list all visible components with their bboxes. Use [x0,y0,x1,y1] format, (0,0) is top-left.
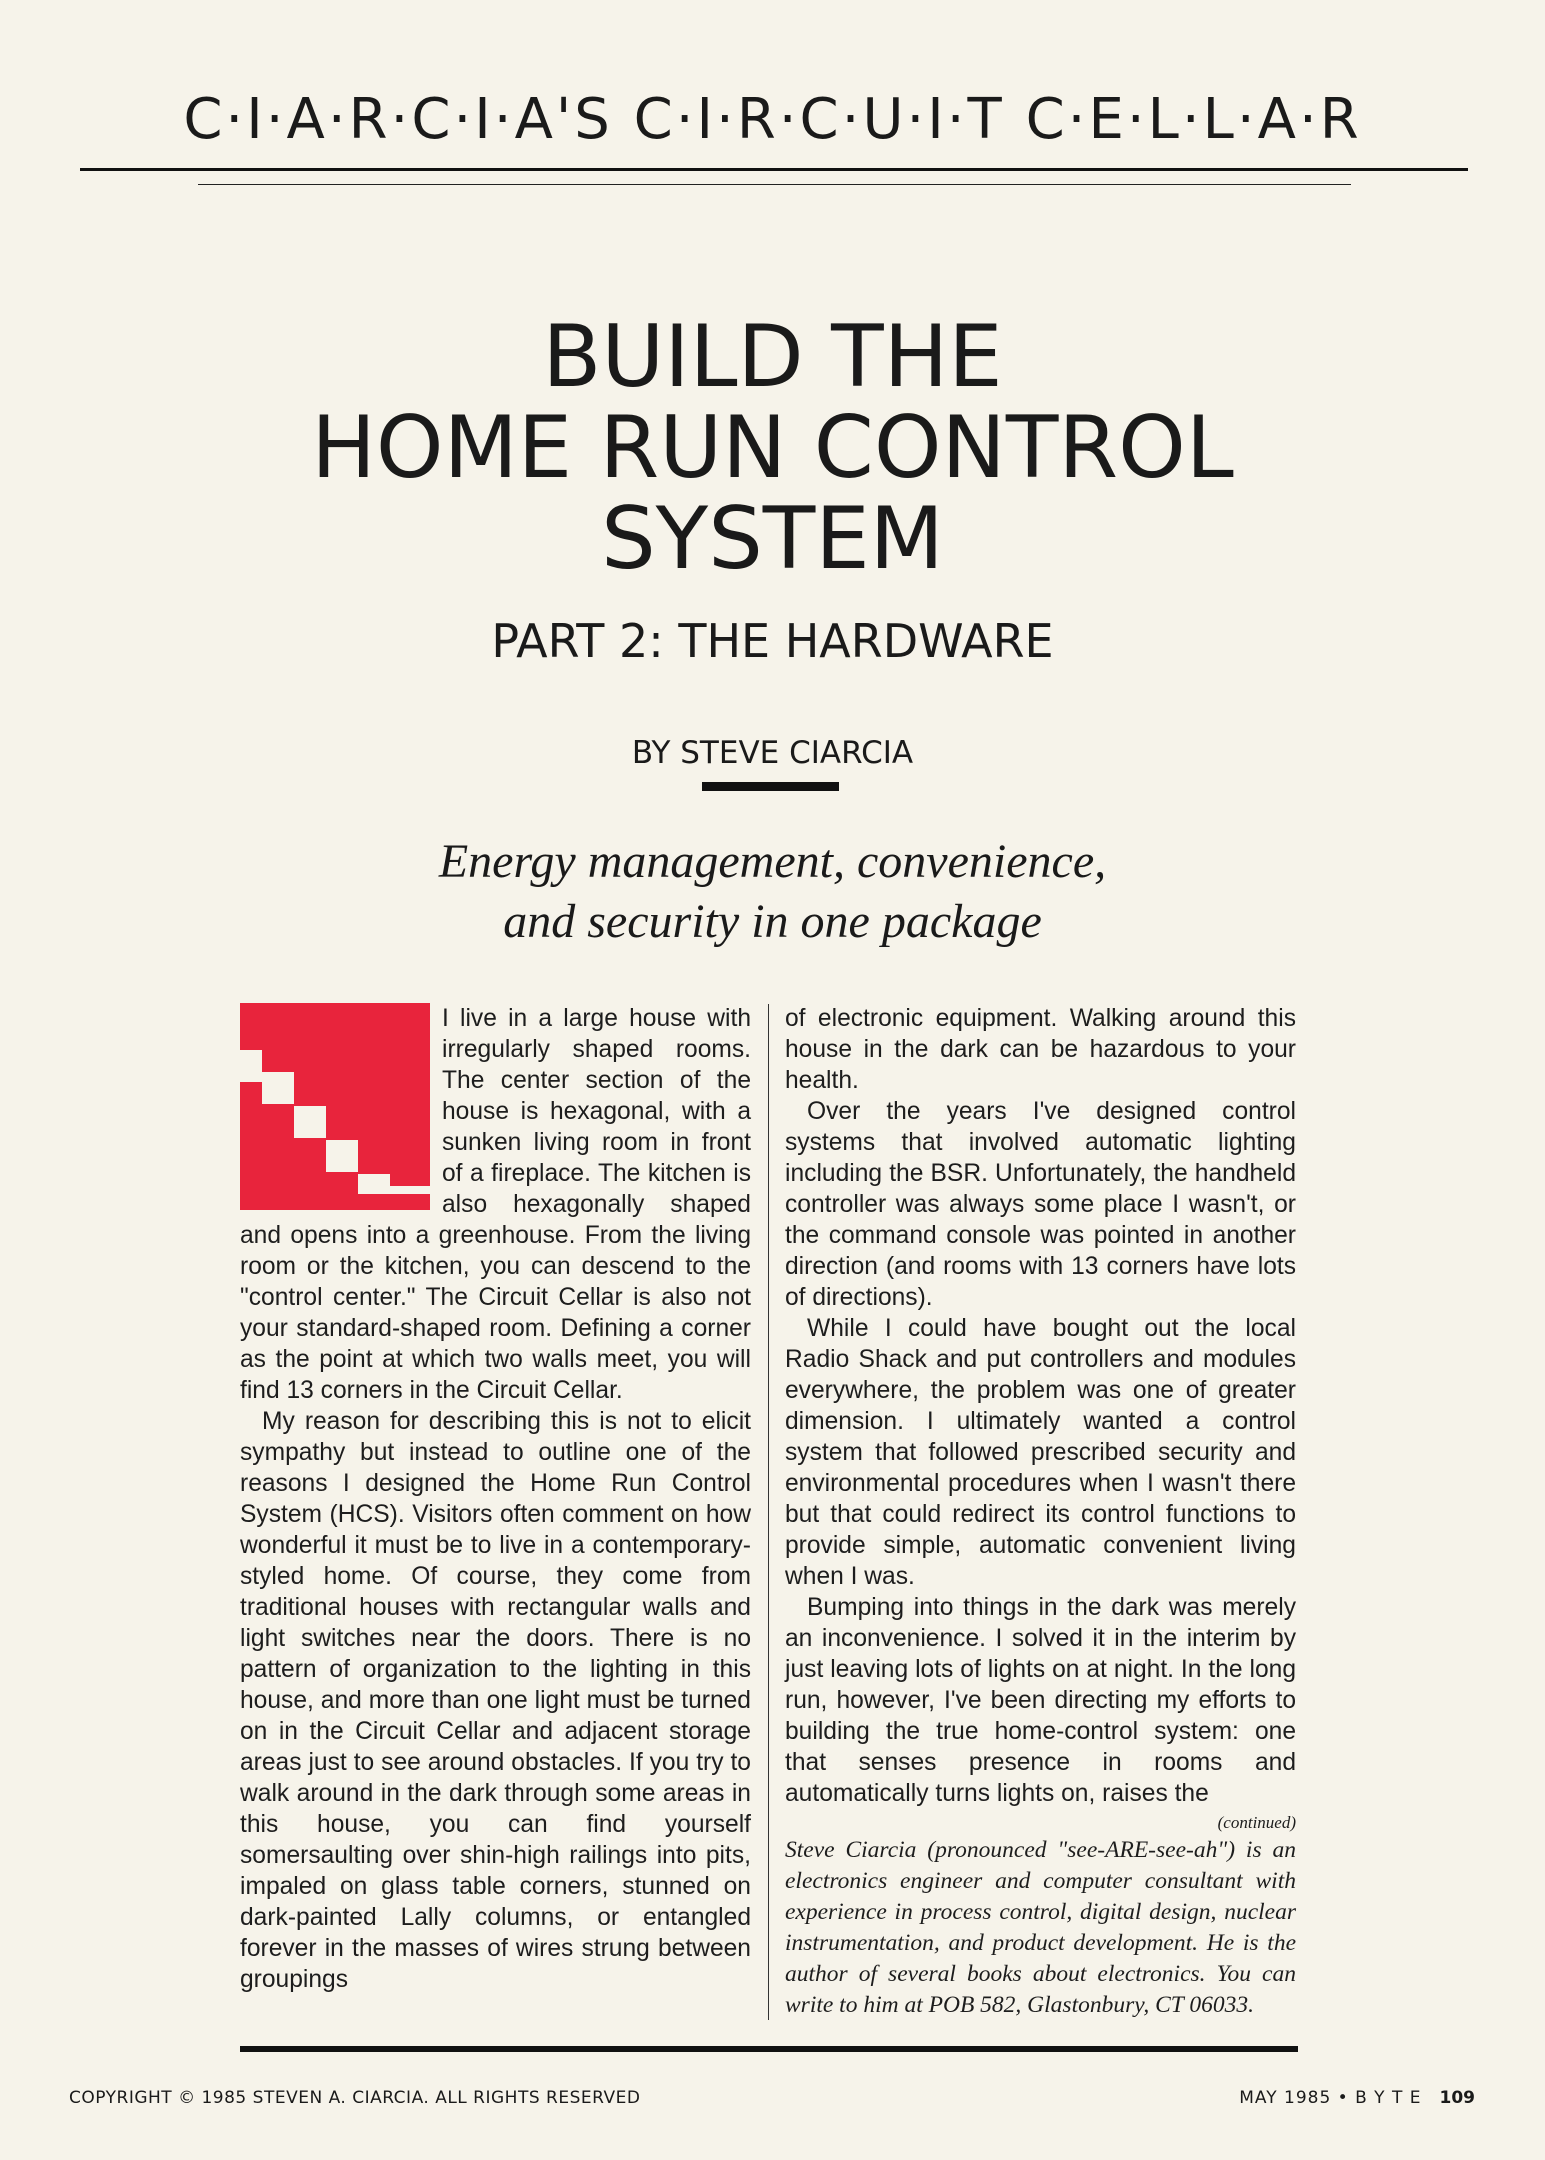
page-number: 109 [1439,2088,1475,2108]
column-divider [768,1004,769,2020]
paragraph: of electronic equipment. Walking around this house in the dark can be hazardous to your health. [785,1005,1296,1094]
title-line: HOME RUN CONTROL [311,398,1234,498]
paragraph: My reason for describing this is not to elicit sympathy but instead to outline one of the reasons I designed the Home Run Control System (HCS). Visitors often comment on how wonderful it must be to live in a contemporary-styled home. Of course, they come from traditional houses with rectangular walls and light switches near the doors. There is no pattern of organization to the lighting in this house, and more than one light must be turned on in the Circuit Cellar and adjacent storage areas just to see around obstacles. If you try to walk around in the dark through some areas in this house, you can find yourself somersaulting over shin-high railings into pits, impaled on glass table corners, stunned on dark-painted Lally columns, or entangled forever in the masses of wires strung between groupings [240,1408,751,1993]
body-column-right [785,1003,1296,2021]
deck-line: Energy management, convenience, [438,835,1107,888]
column-header: C·I·A·R·C·I·A'S C·I·R·C·U·I·T C·E·L·L·A·R [183,87,1362,152]
header-rule-thin [198,184,1351,185]
paragraph: Over the years I've designed control systems that involved automatic lighting including the BSR. Unfortunately, the handheld controller was always some place I wasn't, or the command console was pointed in another direction (and rooms with 13 corners have lots of directions). [785,1098,1296,1311]
paragraph: Bumping into things in the dark was merely an inconvenience. I solved it in the interim by just leaving lots of lights on at night. In the long run, however, I've been directing my efforts to building the true home-control system: one that senses presence in rooms and automatically turns lights on, raises the [785,1594,1296,1807]
deck-line: and security in one package [503,895,1042,948]
header-rule-thick [80,168,1468,171]
bottom-rule [240,2046,1298,2052]
staircase-dropcap-icon [240,1003,430,1216]
article-deck [0,832,1545,952]
author-bio: Steve Ciarcia (pronounced "see-ARE-see-ah") is an electronics engineer and computer consultant with experience in process control, digital design, nuclear instrumentation, and product development. He is the author of several books about electronics. You can write to him at POB 582, Glastonbury, CT 06033. [785,1837,1296,2018]
page-folio [1239,2088,1475,2108]
paragraph: I live in a large house with irregularly shaped rooms. The center section of the house is hexagonal, with a sunken living room in front of a fireplace. The kitchen is also hexagonally shaped and opens into a greenhouse. From the living room or the kitchen, you can descend to the "control center." The Circuit Cellar is also not your standard-shaped room. Defining a corner as the point at which two walls meet, you will find 13 corners in the Circuit Cellar. [240,1005,751,1404]
body-column-left [240,1003,751,1995]
title-line: BUILD THE [542,307,1003,407]
issue-label: MAY 1985 • B Y T E [1239,2088,1422,2108]
continued-label: (continued) [1217,1813,1296,1832]
byline: BY STEVE CIARCIA [631,735,914,771]
article-title [0,307,1545,589]
paragraph: While I could have bought out the local Radio Shack and put controllers and modules everywhere, the problem was one of greater dimension. I ultimately wanted a control system that followed prescribed security and environmental procedures when I wasn't there but that could redirect its control functions to provide simple, automatic convenient living when I was. [785,1315,1296,1590]
title-line: SYSTEM [601,489,944,589]
byline-bar [702,782,839,791]
copyright-line: COPYRIGHT © 1985 STEVEN A. CIARCIA. ALL RIGHTS RESERVED [69,2088,641,2108]
article-subtitle: PART 2: THE HARDWARE [491,614,1054,668]
